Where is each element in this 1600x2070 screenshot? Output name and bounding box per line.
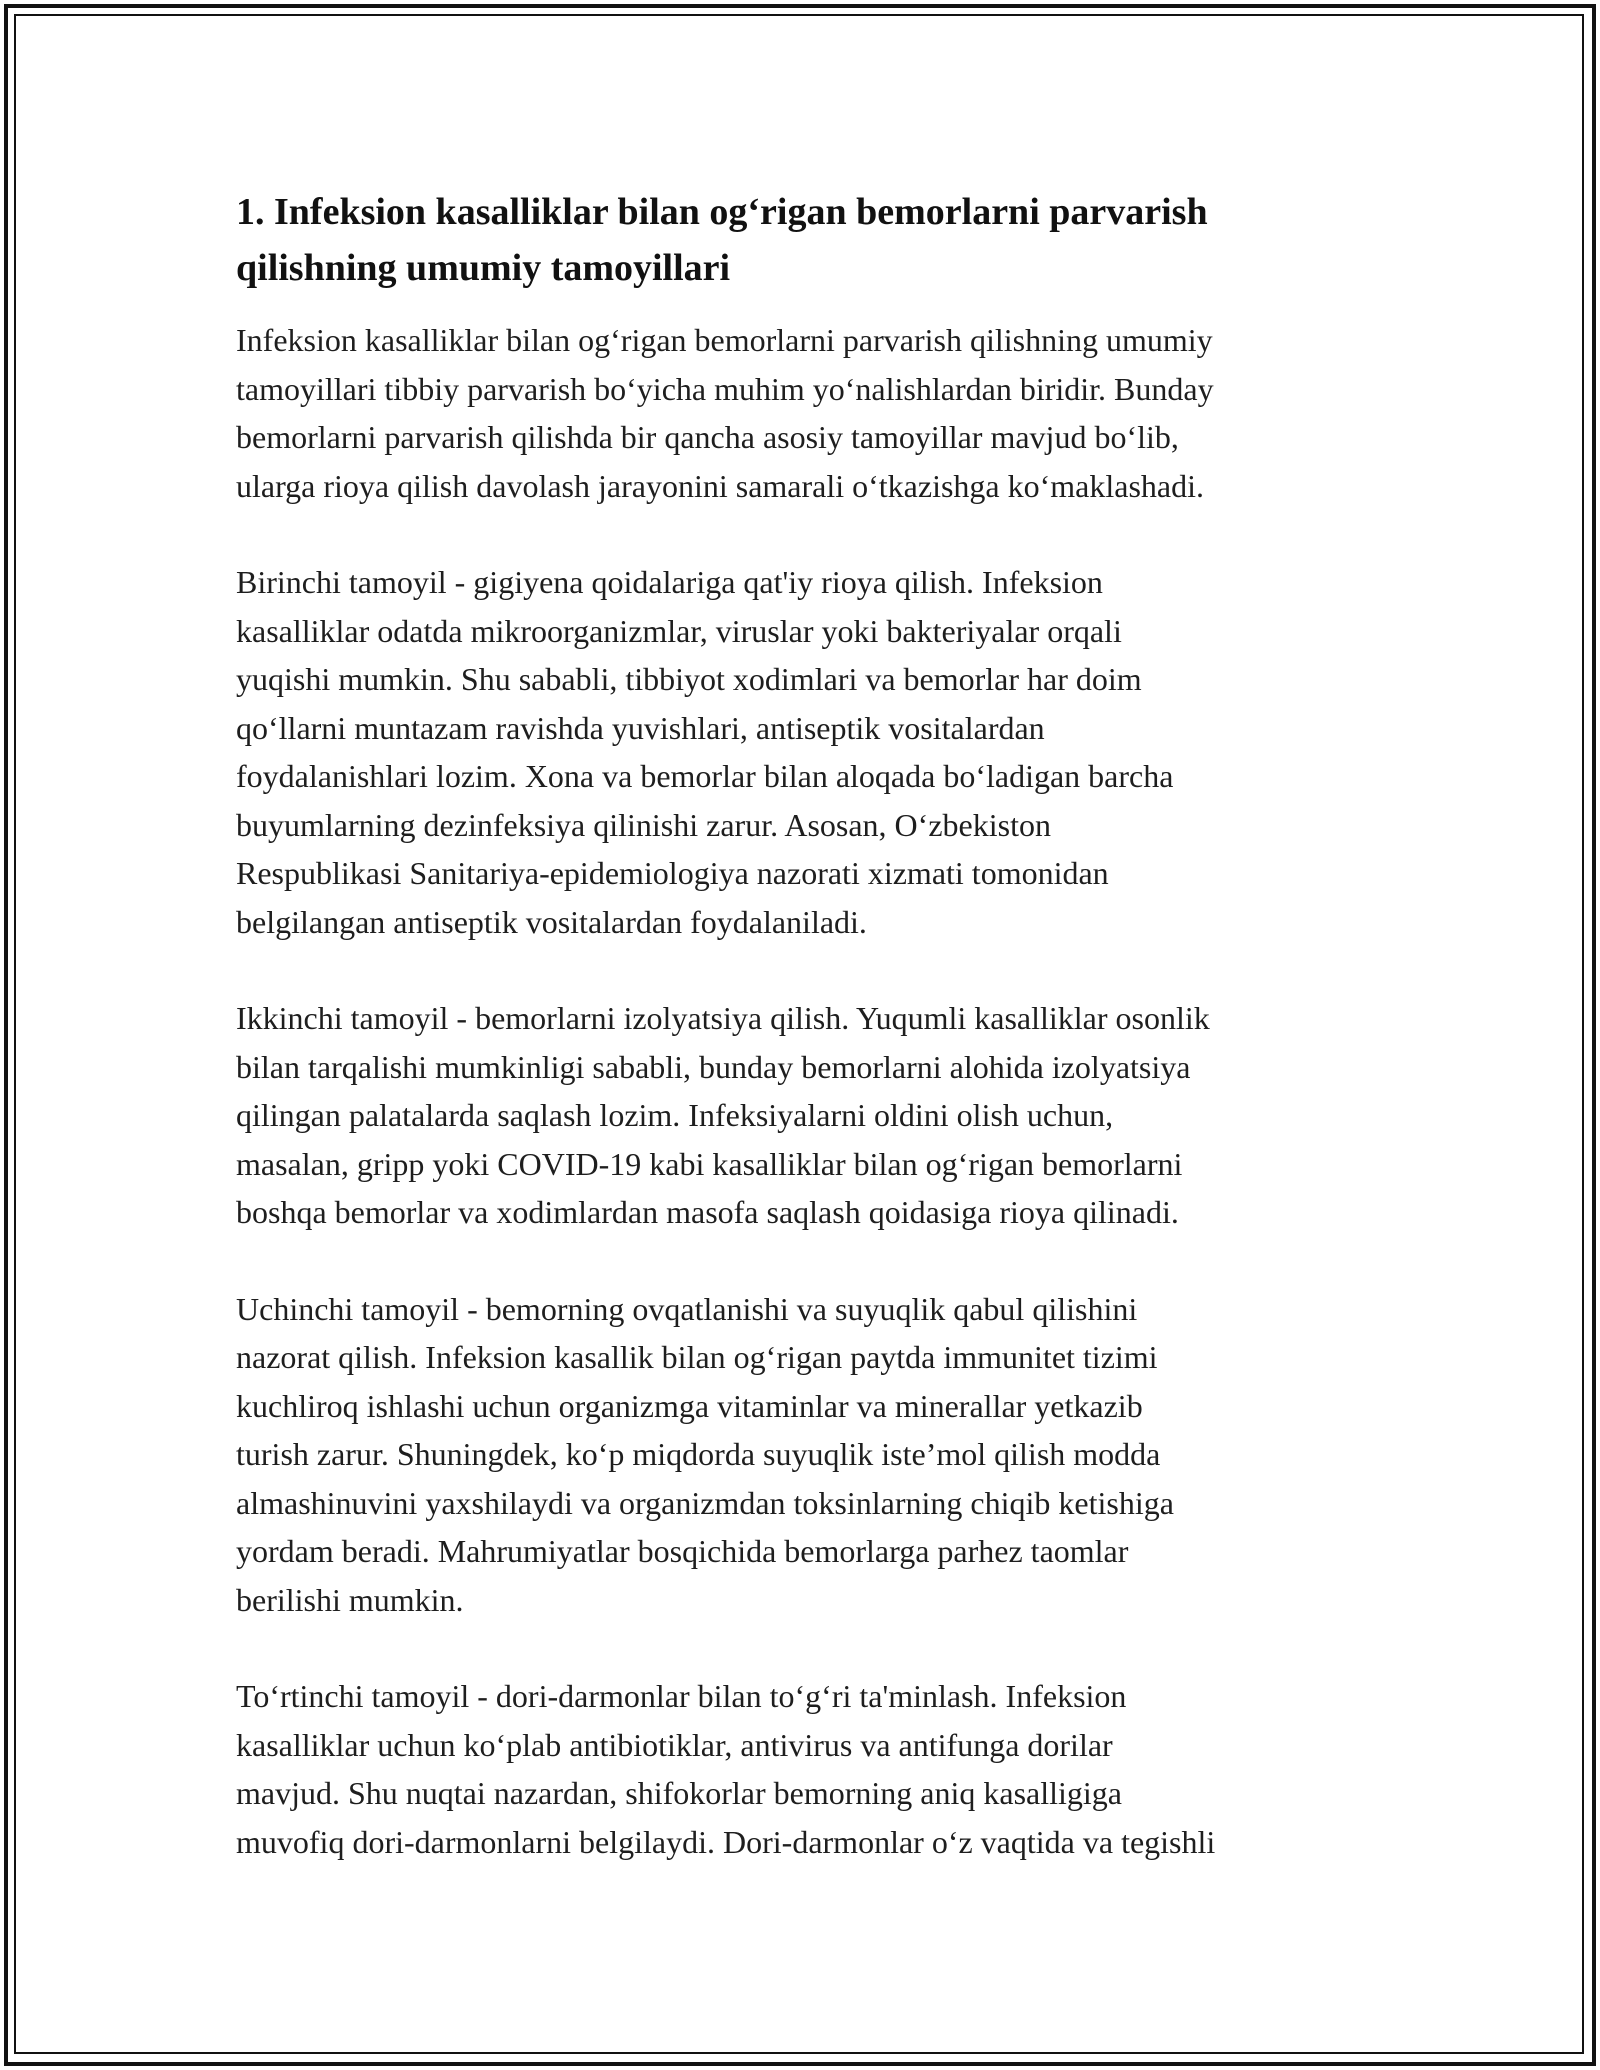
paragraph-line: qo‘llarni muntazam ravishda yuvishlari, antiseptik vositalardan xyxy=(236,709,1045,746)
paragraph-line: bilan tarqalishi mumkinligi sababli, bunday bemorlarni alohida izolyatsiya xyxy=(236,1048,1191,1085)
paragraph-line: nazorat qilish. Infeksion kasallik bilan og‘rigan paytda immunitet tizimi xyxy=(236,1339,1158,1375)
paragraph-line: Birinchi tamoyil - gigiyena qoidalariga qat'iy rioya qilish. Infeksion xyxy=(236,564,1103,600)
paragraph-line: kuchliroq ishlashi uchun organizmga vitaminlar va minerallar yetkazib xyxy=(236,1387,1143,1424)
paragraph-line: tamoyillari tibbiy parvarish bo‘yicha muhim yo‘nalishlardan biridir. Bunday xyxy=(236,370,1214,407)
paragraph-line: Respublikasi Sanitariya-epidemiologiya nazorati xizmati tomonidan xyxy=(236,855,1109,891)
section-heading xyxy=(236,184,1386,296)
paragraph-line: kasalliklar uchun ko‘plab antibiotiklar, antivirus va antifunga dorilar xyxy=(236,1726,1113,1763)
paragraph-line: almashinuvini yaxshilaydi va organizmdan toksinlarning chiqib ketishiga xyxy=(236,1484,1174,1521)
paragraph-line: belgilangan antiseptik vositalardan foydalaniladi. xyxy=(236,903,867,940)
paragraph-line: To‘rtinchi tamoyil - dori-darmonlar bilan to‘g‘ri ta'minlash. Infeksion xyxy=(236,1678,1127,1714)
paragraph-intro xyxy=(236,316,1386,510)
paragraph-line: yordam beradi. Mahrumiyatlar bosqichida bemorlarga parhez taomlar xyxy=(236,1533,1129,1569)
paragraph-line: qilingan palatalarda saqlash lozim. Infeksiyalarni oldini olish uchun, xyxy=(236,1097,1114,1133)
heading-line: qilishning umumiy tamoyillari xyxy=(236,247,731,289)
paragraph-line: foydalanishlari lozim. Xona va bemorlar bilan aloqada bo‘ladigan barcha xyxy=(236,758,1174,794)
paragraph-first-principle xyxy=(236,558,1386,946)
paragraph-line: kasalliklar odatda mikroorganizmlar, viruslar yoki bakteriyalar orqali xyxy=(236,612,1122,649)
paragraph-line: boshqa bemorlar va xodimlardan masofa saqlash qoidasiga rioya qilinadi. xyxy=(236,1194,1179,1230)
paragraph-line: Ikkinchi tamoyil - bemorlarni izolyatsiya qilish. Yuqumli kasalliklar osonlik xyxy=(236,1000,1210,1036)
paragraph-line: masalan, gripp yoki COVID-19 kabi kasalliklar bilan og‘rigan bemorlarni xyxy=(236,1145,1183,1182)
paragraph-line: muvofiq dori-darmonlarni belgilaydi. Dori-darmonlar o‘z vaqtida va tegishli xyxy=(236,1823,1216,1860)
paragraph-fourth-principle xyxy=(236,1672,1386,1866)
paragraph-line: Infeksion kasalliklar bilan og‘rigan bemorlarni parvarish qilishning umumiy xyxy=(236,322,1213,358)
paragraph-line: yuqishi mumkin. Shu sababli, tibbiyot xodimlari va bemorlar har doim xyxy=(236,661,1142,697)
paragraph-line: Uchinchi tamoyil - bemorning ovqatlanishi va suyuqlik qabul qilishini xyxy=(236,1290,1138,1327)
paragraph-line: berilishi mumkin. xyxy=(236,1581,464,1618)
heading-line: 1. Infeksion kasalliklar bilan og‘rigan bemorlarni parvarish xyxy=(236,191,1208,233)
document-body xyxy=(236,184,1386,1866)
paragraph-line: bemorlarni parvarish qilishda bir qancha asosiy tamoyillar mavjud bo‘lib, xyxy=(236,419,1179,455)
paragraph-line: buyumlarning dezinfeksiya qilinishi zarur. Asosan, O‘zbekiston xyxy=(236,806,1051,843)
paragraph-third-principle xyxy=(236,1285,1386,1625)
paragraph-line: mavjud. Shu nuqtai nazardan, shifokorlar bemorning aniq kasalligiga xyxy=(236,1775,1122,1811)
paragraph-line: ularga rioya qilish davolash jarayonini samarali o‘tkazishga ko‘maklashadi. xyxy=(236,467,1205,504)
paragraph-line: turish zarur. Shuningdek, ko‘p miqdorda suyuqlik iste’mol qilish modda xyxy=(236,1436,1161,1472)
paragraph-second-principle xyxy=(236,994,1386,1237)
